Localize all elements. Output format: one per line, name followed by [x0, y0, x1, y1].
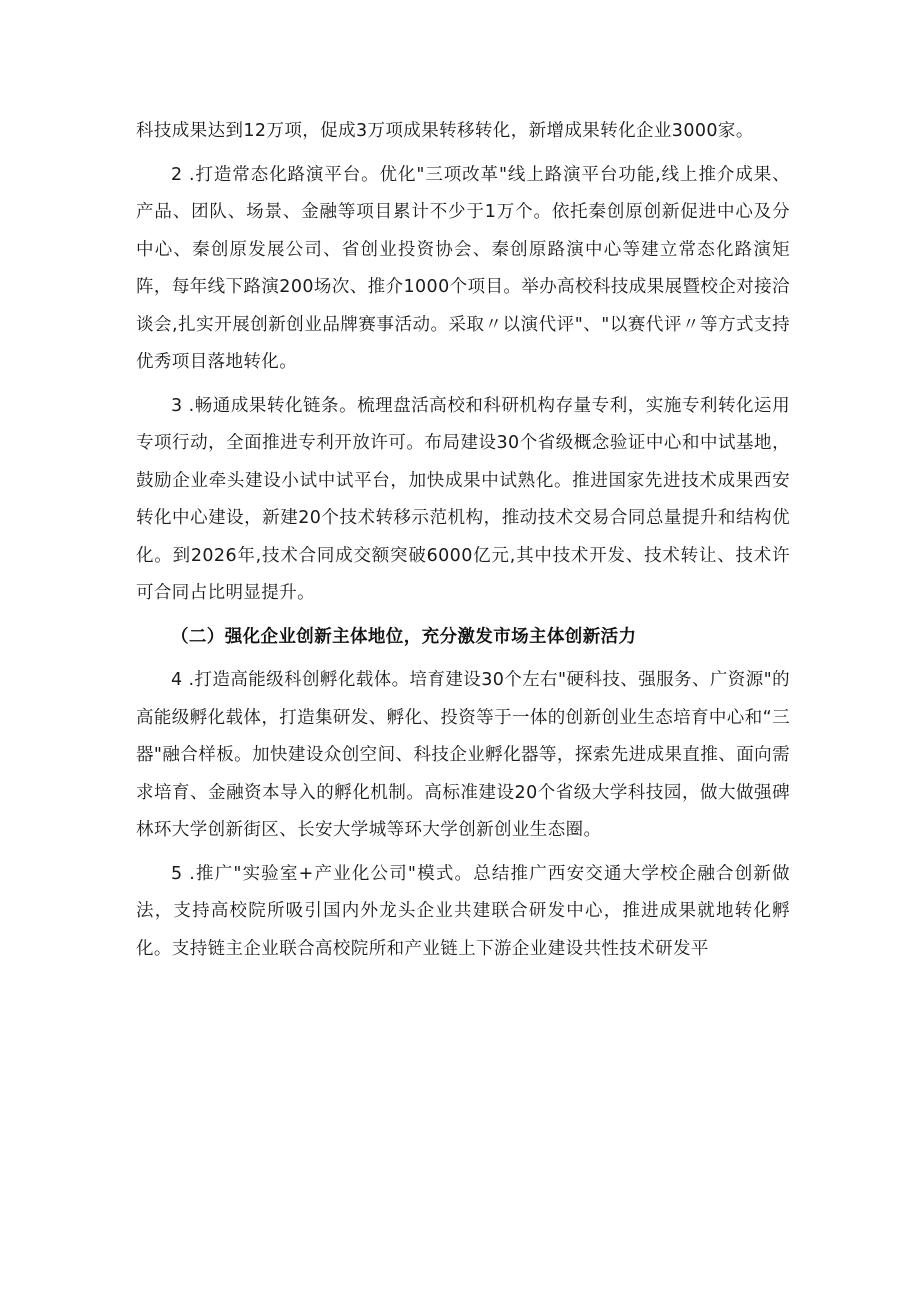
document-body	[136, 113, 790, 974]
paragraph-continuation: 科技成果达到12万项，促成3万项成果转移转化，新增成果转化企业3000家。	[136, 121, 754, 141]
section-heading: （二）强化企业创新主体地位，充分激发市场主体创新活力	[171, 626, 637, 647]
paragraph-item-2: 2 .打造常态化路演平台。优化"三项改革"线上路演平台功能,线上推介成果、产品、团队、场景、金融等项目累计不少于1万个。依托秦创原创新促进中心及分中心、秦创原发展公司、省创业投资协会、秦创原路演中心等建立常态化路演矩阵，每年线下路演200场次、推介1000个项目。举办高校科技成果展暨校企对接洽谈会,扎实开展创新创业品牌赛事活动。采取〃以演代评"、"以赛代评〃等方式支持优秀项目落地转化。	[136, 164, 790, 372]
paragraph-item-3: 3 .畅通成果转化链条。梳理盘活高校和科研机构存量专利，实施专利转化运用专项行动，全面推进专利开放许可。布局建设30个省级概念验证中心和中试基地，鼓励企业牵头建设小试中试平台，加快成果中试熟化。推进国家先进技术成果西安转化中心建设，新建20个技术转移示范机构，推动技术交易合同总量提升和结构优化。到2026年,技术合同成交额突破6000亿元,其中技术开发、技术转让、技术许可合同占比明显提升。	[136, 395, 790, 603]
paragraph-item-5: 5 .推广"实验室+产业化公司"模式。总结推广西安交通大学校企融合创新做法，支持高校院所吸引国内外龙头企业共建联合研发中心，推进成果就地转化孵化。支持链主企业联合高校院所和产业链上下游企业建设共性技术研发平	[136, 863, 790, 959]
paragraph-item-4: 4 .打造高能级科创孵化载体。培育建设30个左右"硬科技、强服务、广资源"的高能级孵化载体，打造集研发、孵化、投资等于一体的创新创业生态培育中心和“三器"融合样板。加快建设众创空间、科技企业孵化器等，探索先进成果直推、面向需求培育、金融资本导入的孵化机制。高标准建设20个省级大学科技园，做大做强碑林环大学创新街区、长安大学城等环大学创新创业生态圈。	[136, 670, 790, 840]
